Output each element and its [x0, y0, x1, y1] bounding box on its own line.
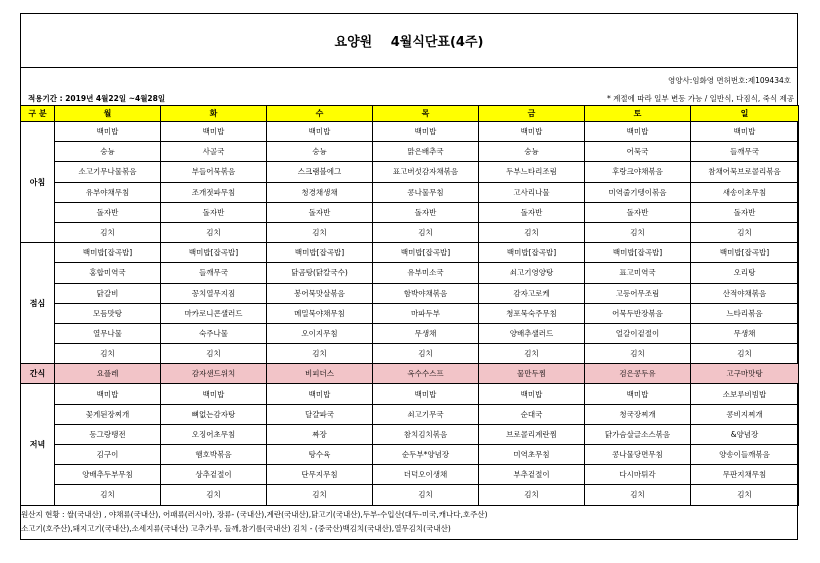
menu-cell: 참채어묵브로콜리볶음 [691, 162, 799, 182]
table-row [21, 384, 799, 404]
menu-cell: 사골국 [161, 142, 267, 162]
menu-cell: 쇠고기무국 [373, 404, 479, 424]
menu-cell: 김치 [267, 485, 373, 505]
menu-cell: 청포묵숙주무침 [479, 303, 585, 323]
menu-cell: 물만두찜 [479, 364, 585, 384]
menu-cell: 들깨무국 [161, 263, 267, 283]
table-row [21, 424, 799, 444]
serving-note: * 계절에 따라 일부 변동 가능 / 일반식, 다짐식, 죽식 제공 [606, 94, 794, 103]
menu-cell: 김치 [373, 344, 479, 364]
table-row [21, 303, 799, 323]
table-row [21, 445, 799, 465]
menu-cell: 상추겉절이 [161, 465, 267, 485]
menu-cell: 닭갈비 [55, 283, 161, 303]
table-row [21, 344, 799, 364]
menu-cell: 고등어무조림 [585, 283, 691, 303]
menu-cell: 김치 [585, 344, 691, 364]
menu-cell: 쇠고기영양탕 [479, 263, 585, 283]
menu-cell: 김치 [267, 344, 373, 364]
menu-cell: 뼈없는감자탕 [161, 404, 267, 424]
menu-cell: 오이지무침 [267, 323, 373, 343]
day-header: 토 [585, 106, 691, 122]
menu-cell: 비피더스 [267, 364, 373, 384]
menu-cell: 김치 [691, 344, 799, 364]
menu-cell: 짜장 [267, 424, 373, 444]
table-row [21, 323, 799, 343]
day-header: 수 [267, 106, 373, 122]
menu-cell: 검은콩두유 [585, 364, 691, 384]
menu-cell: 백미밥[잡곡밥] [691, 243, 799, 263]
origin-line: 소고기(호주산),돼지고기(국내산),소세지류(국내산) 고추가루, 들깨,참기름(국내산) 김치 - (중국산)백김치(국내산),열무김치(국내산) [21, 524, 451, 533]
menu-cell: 조개젓파무침 [161, 182, 267, 202]
meal-label: 저녁 [21, 384, 55, 505]
menu-cell: 맑은배추국 [373, 142, 479, 162]
menu-cell: 홍합미역국 [55, 263, 161, 283]
menu-cell: 백미밥 [55, 122, 161, 142]
menu-cell: 백미밥 [55, 384, 161, 404]
table-row [21, 222, 799, 242]
menu-cell: 백미밥[잡곡밥] [55, 243, 161, 263]
table-row [21, 122, 799, 142]
menu-cell: 백미밥 [691, 122, 799, 142]
day-header: 일 [691, 106, 799, 122]
menu-cell: 김치 [585, 222, 691, 242]
menu-cell: 유부야채무침 [55, 182, 161, 202]
menu-cell: 함박야채볶음 [373, 283, 479, 303]
menu-cell: 김치 [55, 485, 161, 505]
menu-cell: 소보루비빔밥 [691, 384, 799, 404]
menu-cell: 미역줄기텡이볶음 [585, 182, 691, 202]
menu-cell: 꽃게된장찌개 [55, 404, 161, 424]
menu-cell: 표고버섯감자채볶음 [373, 162, 479, 182]
menu-cell: 모듬맛탕 [55, 303, 161, 323]
meal-label: 아침 [21, 122, 55, 243]
menu-cell: 김치 [373, 485, 479, 505]
menu-cell: 백미밥 [479, 122, 585, 142]
menu-cell: 숭늉 [55, 142, 161, 162]
menu-cell: 유부미소국 [373, 263, 479, 283]
table-row [21, 364, 799, 384]
menu-cell: 고구마맛탕 [691, 364, 799, 384]
menu-cell: 들깨무국 [691, 142, 799, 162]
header-row [21, 106, 799, 122]
menu-cell: 순두부*양념장 [373, 445, 479, 465]
menu-cell: 김치 [55, 344, 161, 364]
menu-cell: 양배추두부무침 [55, 465, 161, 485]
menu-cell: 닭가슴살글소스볶음 [585, 424, 691, 444]
menu-cell: 열무나물 [55, 323, 161, 343]
menu-cell: 김치 [479, 485, 585, 505]
menu-cell: 양배추샐러드 [479, 323, 585, 343]
menu-cell: 더덕오이생채 [373, 465, 479, 485]
menu-cell: 돌자반 [161, 202, 267, 222]
menu-cell: 돌자반 [691, 202, 799, 222]
menu-cell: 콩비지찌개 [691, 404, 799, 424]
menu-cell: 돌자반 [55, 202, 161, 222]
menu-cell: 스크램블에그 [267, 162, 373, 182]
menu-cell: 햄호박볶음 [161, 445, 267, 465]
menu-cell: 김치 [161, 222, 267, 242]
menu-cell: 백미밥 [267, 122, 373, 142]
menu-cell: 백미밥[잡곡밥] [267, 243, 373, 263]
menu-cell: 미역초무침 [479, 445, 585, 465]
menu-cell: 백미밥[잡곡밥] [161, 243, 267, 263]
menu-cell: 감자샌드위치 [161, 364, 267, 384]
table-row [21, 202, 799, 222]
menu-cell: 어묵두반장볶음 [585, 303, 691, 323]
menu-cell: 돌자반 [585, 202, 691, 222]
menu-cell: 콩나물무침 [373, 182, 479, 202]
menu-cell: 소고기무나물볶음 [55, 162, 161, 182]
menu-cell: 탕수육 [267, 445, 373, 465]
menu-cell: 백미밥 [585, 384, 691, 404]
menu-cell: 부추겉절이 [479, 465, 585, 485]
menu-cell: &양념장 [691, 424, 799, 444]
menu-cell: 옥수수스프 [373, 364, 479, 384]
table-row [21, 243, 799, 263]
menu-cell: 오리탕 [691, 263, 799, 283]
menu-cell: 새송이초무침 [691, 182, 799, 202]
menu-sheet [20, 13, 798, 540]
menu-cell: 김구이 [55, 445, 161, 465]
meal-label: 간식 [21, 364, 55, 384]
menu-cell: 순대국 [479, 404, 585, 424]
dietitian-info: 영양사:임화영 면허번호:제109434호 [667, 76, 791, 85]
menu-cell: 요플레 [55, 364, 161, 384]
menu-cell: 표고미역국 [585, 263, 691, 283]
menu-cell: 오징어초무침 [161, 424, 267, 444]
menu-cell: 콩나물당면무침 [585, 445, 691, 465]
menu-cell: 김치 [373, 222, 479, 242]
table-row [21, 162, 799, 182]
table-row [21, 283, 799, 303]
menu-cell: 감자고로케 [479, 283, 585, 303]
table-row [21, 404, 799, 424]
menu-cell: 무생채 [691, 323, 799, 343]
day-header: 목 [373, 106, 479, 122]
table-row [21, 465, 799, 485]
day-header: 금 [479, 106, 585, 122]
period-label: 적용기간 : 2019년 4월22일 ~4월28일 [28, 94, 166, 103]
menu-cell: 브로콜리계란찜 [479, 424, 585, 444]
menu-cell: 무판지채무침 [691, 465, 799, 485]
menu-cell: 김치 [161, 485, 267, 505]
menu-cell: 두부느타리조림 [479, 162, 585, 182]
menu-cell: 백미밥[잡곡밥] [479, 243, 585, 263]
menu-cell: 김치 [479, 222, 585, 242]
menu-cell: 봉어묵맛살볶음 [267, 283, 373, 303]
menu-cell: 백미밥 [267, 384, 373, 404]
menu-cell: 꽁치열무지짐 [161, 283, 267, 303]
origin-line: 원산지 현황 : 쌀(국내산) , 야채류(국내산), 어패류(러시아), 장류- (국내산),계란(국내산),닭고기(국내산),두부-수입산(대두-미국,캐나다,호주산) [21, 510, 488, 519]
menu-cell: 숭늉 [267, 142, 373, 162]
menu-cell: 동그랑땡전 [55, 424, 161, 444]
menu-cell: 어묵국 [585, 142, 691, 162]
table-row [21, 182, 799, 202]
page-title: 요양원 4월식단표(4주) [21, 14, 797, 68]
menu-cell: 마카로니콘샐러드 [161, 303, 267, 323]
menu-cell: 숙주나물 [161, 323, 267, 343]
menu-cell: 메밀묵야채무침 [267, 303, 373, 323]
menu-cell: 백미밥 [373, 384, 479, 404]
menu-cell: 돌자반 [267, 202, 373, 222]
menu-table [20, 105, 799, 506]
menu-cell: 청국장찌개 [585, 404, 691, 424]
menu-cell: 김치 [161, 344, 267, 364]
menu-cell: 양송이들깨볶음 [691, 445, 799, 465]
menu-cell: 백미밥[잡곡밥] [585, 243, 691, 263]
menu-cell: 청경채생채 [267, 182, 373, 202]
menu-cell: 김치 [267, 222, 373, 242]
menu-cell: 백미밥 [161, 122, 267, 142]
menu-cell: 김치 [585, 485, 691, 505]
menu-cell: 얼갈이겉절이 [585, 323, 691, 343]
menu-cell: 부들어묵볶음 [161, 162, 267, 182]
meal-label: 점심 [21, 243, 55, 364]
menu-cell: 고사리나물 [479, 182, 585, 202]
menu-cell: 마파두부 [373, 303, 479, 323]
menu-cell: 후랑크야채볶음 [585, 162, 691, 182]
table-row [21, 142, 799, 162]
origin-info [21, 508, 799, 536]
menu-cell: 닭곰탕(닭칼국수) [267, 263, 373, 283]
menu-cell: 백미밥 [479, 384, 585, 404]
menu-cell: 숭늉 [479, 142, 585, 162]
menu-cell: 참치김치볶음 [373, 424, 479, 444]
menu-cell: 돌자반 [479, 202, 585, 222]
menu-cell: 단무지무침 [267, 465, 373, 485]
menu-cell: 다시마튀각 [585, 465, 691, 485]
header-label: 구 분 [21, 106, 55, 122]
menu-cell: 백미밥 [161, 384, 267, 404]
table-row [21, 263, 799, 283]
menu-cell: 김치 [479, 344, 585, 364]
day-header: 화 [161, 106, 267, 122]
menu-cell: 산적야채볶음 [691, 283, 799, 303]
menu-cell: 돌자반 [373, 202, 479, 222]
menu-cell: 느타리볶음 [691, 303, 799, 323]
menu-cell: 무생채 [373, 323, 479, 343]
menu-cell: 달걀파국 [267, 404, 373, 424]
menu-cell: 백미밥[잡곡밥] [373, 243, 479, 263]
menu-cell: 김치 [691, 222, 799, 242]
menu-cell: 백미밥 [585, 122, 691, 142]
table-row [21, 485, 799, 505]
day-header: 월 [55, 106, 161, 122]
menu-cell: 백미밥 [373, 122, 479, 142]
menu-cell: 김치 [691, 485, 799, 505]
menu-cell: 김치 [55, 222, 161, 242]
